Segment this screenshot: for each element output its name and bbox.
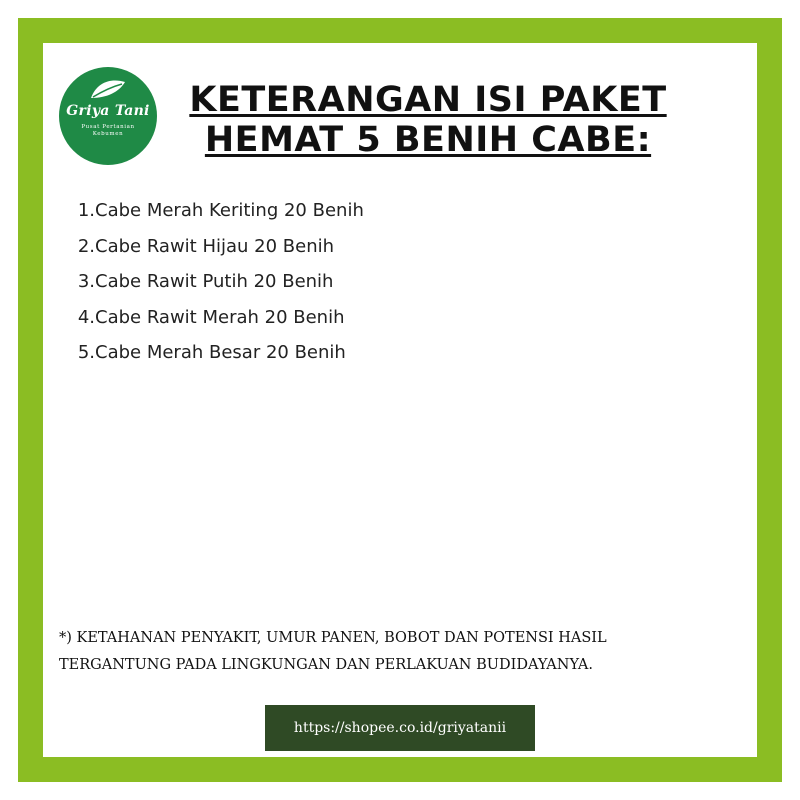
list-item	[71, 229, 591, 265]
item-text: Cabe Rawit Putih 20 Benih	[95, 271, 334, 293]
green-border-frame	[18, 18, 782, 782]
list-item	[71, 193, 591, 229]
leaf-icon	[89, 78, 127, 100]
note-line-1: *) KETAHANAN PENYAKIT, UMUR PANEN, BOBOT DAN POTENSI HASIL	[59, 630, 607, 646]
item-number: 2.	[77, 235, 95, 257]
shop-url-link[interactable]: https://shopee.co.id/griyatanii	[265, 705, 535, 751]
title-line-2: HEMAT 5 BENIH CABE:	[204, 120, 652, 160]
item-text: Cabe Rawit Hijau 20 Benih	[95, 235, 335, 257]
item-text: Cabe Rawit Merah 20 Benih	[95, 306, 345, 328]
item-number: 5.	[77, 342, 95, 364]
disclaimer-note	[59, 625, 749, 679]
page-title	[173, 80, 683, 160]
title-line-1: KETERANGAN ISI PAKET	[189, 80, 667, 120]
package-contents-list	[71, 193, 591, 371]
note-line-2: TERGANTUNG PADA LINGKUNGAN DAN PERLAKUAN BUDIDAYANYA.	[59, 657, 593, 673]
list-item	[71, 300, 591, 336]
item-number: 3.	[77, 271, 95, 293]
item-text: Cabe Merah Keriting 20 Benih	[95, 200, 364, 222]
item-number: 4.	[77, 306, 95, 328]
griya-tani-logo	[59, 67, 157, 165]
list-item	[71, 264, 591, 300]
content-panel	[43, 43, 757, 757]
logo-tagline: Pusat Pertanian Kebumen	[81, 124, 135, 137]
logo-name: Griya Tani	[66, 103, 150, 119]
item-number: 1.	[77, 200, 95, 222]
item-text: Cabe Merah Besar 20 Benih	[95, 342, 346, 364]
list-item	[71, 335, 591, 371]
